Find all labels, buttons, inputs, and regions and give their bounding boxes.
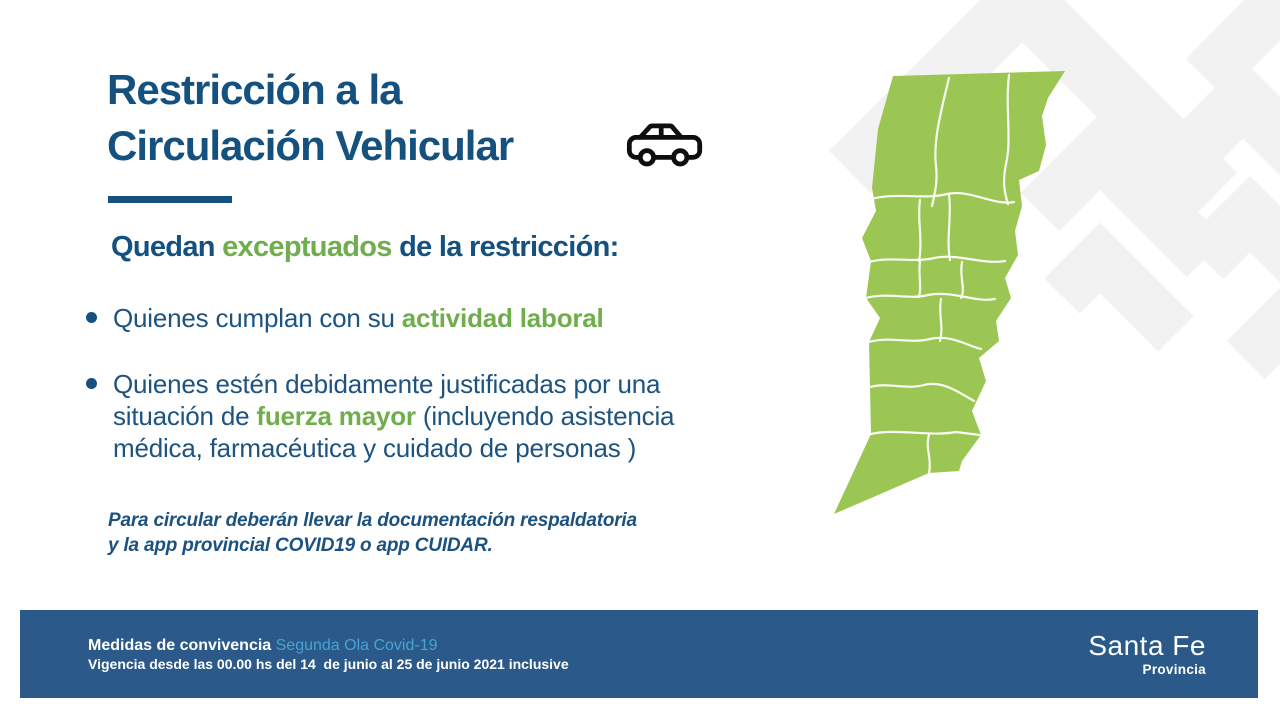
heading-post: de la restricción: [391,231,619,263]
bullet-dot [86,312,97,323]
santafe-logo [1088,629,1206,677]
bullet-segment: (incluyendo asistencia [415,401,675,431]
bullet-segment-highlight: fuerza mayor [256,401,416,431]
santafe-logo-name: Santa Fe [1088,629,1206,661]
footer-title-bold: Medidas de convivencia [88,636,276,654]
title-line-2: Circulación Vehicular [107,122,514,169]
bullet-segment: situación de [113,401,257,431]
bullet-item [86,368,674,464]
bullet-text [113,368,674,464]
santafe-logo-provincia: Provincia [1142,661,1206,677]
title-underline [108,196,232,203]
bullet-dot [86,378,97,389]
footer-title [88,636,569,655]
bullet-segment-highlight: actividad laboral [401,303,604,333]
title-line-1: Restricción a la [107,66,402,113]
note-line-1: Para circular deberán llevar la documentación respaldatoria [108,510,637,531]
section-heading [111,231,619,264]
footer-title-accent: Segunda Ola Covid-19 [275,636,438,654]
bullet-text [113,302,604,334]
bullet-segment: médica, farmacéutica y cuidado de personas ) [113,433,637,463]
car-icon [626,121,704,167]
footer-text-block [88,636,569,673]
note-text [108,508,637,558]
footer-vigencia: Vigencia desde las 00.00 hs del 14 de junio al 25 de junio 2021 inclusive [88,655,569,672]
footer-bar [20,610,1258,698]
page-title [107,62,513,174]
bullet-segment: Quienes estén debidamente justificadas por una [113,369,661,399]
heading-pre: Quedan [111,231,223,263]
santa-fe-province-map [828,66,1070,524]
bullet-segment: Quienes cumplan con su [113,303,402,333]
bullet-list [86,302,674,498]
note-line-2: y la app provincial COVID19 o app CUIDAR. [108,535,493,556]
heading-highlight: exceptuados [222,231,392,263]
bullet-item [86,302,674,334]
